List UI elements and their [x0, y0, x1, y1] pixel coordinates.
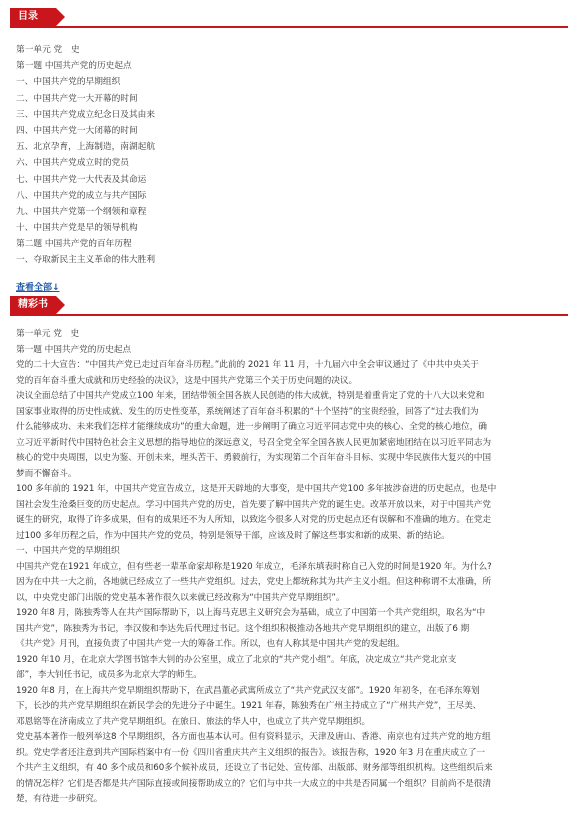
toc-item: 九、中国共产党第一个纲领和章程 — [16, 206, 147, 217]
excerpt-line: 国社会发生沧桑巨变的历史起点。学习中国共产党的历史，首先要了解中国共产党的诞生史。改革开放以来，对于中国共产党 — [16, 499, 492, 510]
toc-section-header — [10, 8, 568, 28]
excerpt-line: 100 多年前的 1921 年，中国共产党宣告成立，这是开天辟地的大事变，是中国共产党100 多年披涉奋进的历史起点，也是中 — [16, 484, 497, 494]
excerpt-header-tab: 精彩书摘 — [10, 296, 56, 314]
excerpt-line: 核心的党中央周围，以史为鉴、开创未来，埋头苦干、勇毅前行，为实现第二个百年奋斗目标、实现中华民族伟大复兴的中国 — [16, 453, 492, 463]
toc-item: 一、中国共产党的早期组织 — [16, 77, 121, 88]
excerpt-line: 邓恩铭等在济南成立了共产党早期组织。在旅日、旅法的华人中，也成立了共产党早期组织。 — [16, 716, 371, 727]
toc-item: 六、中国共产党成立时的党员 — [16, 158, 129, 169]
excerpt-line: 一、中国共产党的早期组织 — [16, 546, 120, 556]
excerpt-line: 织。党史学者还注意到共产国际档案中有一份《四川省重庆共产主义组织的报告》。该报告称，1920 年3 月在重庆成立了一 — [16, 747, 485, 758]
excerpt-line: 党的二十大宣告：“中国共产党已走过百年奋斗历程。”此前的 2021 年 11 月，十九届六中全会审议通过了《中共中央关于 — [16, 360, 479, 370]
view-all-link[interactable]: 查看全部↓ — [16, 283, 60, 293]
toc-item: 五、北京孕育，上海制造，南湖起航 — [16, 142, 155, 153]
excerpt-line: 党史基本著作一般列举这8 个早期组织，各方面也基本认可。但有资料显示，天津及唐山、香港、南京也有过共产党的地方组 — [16, 732, 491, 742]
excerpt-line: 个共产主义组织，有 40 多个成员和60多个候补成员，还设立了书记处、宣传部、出版部、财务部等组织机构。这些组织后来 — [16, 763, 493, 773]
toc-item: 第一单元 党 史 — [16, 45, 80, 55]
toc-item: 三、中国共产党成立纪念日及其由来 — [16, 109, 155, 120]
excerpt-line: 国家事业取得的历史性成就、发生的历史性变革，系统阐述了百年奋斗积累的“十个坚持”的宝贵经验，回答了“过去我们为 — [16, 406, 479, 417]
toc-item: 八、中国共产党的成立与共产国际 — [16, 190, 147, 201]
excerpt-line: 第一单元 党 史 — [16, 329, 80, 339]
book-excerpt — [16, 327, 562, 808]
excerpt-line: 决议全面总结了中国共产党成立100 年来，团结带领全国各族人民创造的伟大成就，特别是着重肯定了党的十八大以来党和 — [16, 391, 485, 401]
excerpt-line: 部”，李大钊任书记，成员多为北京大学的师生。 — [16, 670, 202, 680]
excerpt-section-header — [10, 296, 568, 328]
excerpt-line: 党的百年奋斗重大成就和历史经验的决议》，这是中国共产党第三个关于历史问题的决议。 — [16, 375, 358, 386]
toc-header-tab: 目录 — [10, 8, 56, 26]
excerpt-line: 第一题 中国共产党的历史起点 — [16, 344, 131, 355]
toc-item: 一、夺取新民主主义革命的伟大胜利 — [16, 255, 155, 266]
excerpt-line: 的情况怎样？它们是否都是共产国际直接或间接帮助成立的？它们与中共一大成立的中共是否同属一个组织？目前尚不是很清 — [16, 778, 492, 789]
excerpt-line: 1920 年8 月，陈独秀等人在共产国际帮助下，以上海马克思主义研究会为基础，成立了中国第一个共产党组织，取名为“中 — [16, 608, 486, 618]
excerpt-line: 因为在中共一大之前，各地就已经成立了一些共产党组织。过去，党史上都统称其为共产主义小组。但这种称谓不太准确，所 — [16, 577, 492, 587]
toc-item: 第一题 中国共产党的历史起点 — [16, 61, 132, 72]
excerpt-line: 《共产党》月刊，直接负责了中国共产党一大的筹备工作。所以，也有人称其是中国共产党的发起组。 — [16, 639, 405, 649]
excerpt-line: 1920 年8 月，在上海共产党早期组织帮助下，在武昌董必武寓所成立了“共产党武汉支部”。1920 年初冬，在毛泽东筹划 — [16, 685, 480, 696]
excerpt-line: 什么能够成功、未来我们怎样才能继续成功”的重大命题，进一步阐明了确立习近平同志党中央的核心、全党的核心地位，确 — [16, 422, 487, 432]
excerpt-line: 以，中央党史部门出版的党史基本著作很久以来就已经改称为“中国共产党早期组织”。 — [16, 592, 345, 603]
excerpt-line: 楚，有待进一步研究。 — [16, 794, 103, 804]
toc-item: 第二题 中国共产党的百年历程 — [16, 239, 132, 250]
table-of-contents — [16, 42, 556, 269]
excerpt-line: 立习近平新时代中国特色社会主义思想的指导地位的深远意义，号召全党全军全国各族人民更加紧密地团结在以习近平同志为 — [16, 437, 492, 448]
toc-item: 二、中国共产党一大开幕的时间 — [16, 93, 138, 104]
excerpt-line: 中国共产党在1921 年成立，但有些老一辈革命家却称是1920 年成立，毛泽东填表时称自己入党的时间是1920 年。为什么? — [16, 561, 492, 572]
toc-item: 七、中国共产党一大代表及其命运 — [16, 174, 147, 185]
excerpt-line: 诞生的研究，取得了许多成果，但有的成果还不为人所知，以致迄今很多人对党的历史起点还有误解和不准确的地方。在党走 — [16, 515, 492, 525]
excerpt-line: 过100 多年历程之后，作为中国共产党的党员，特别是领导干部，应该及时了解这些事实和新的成果、新的结论。 — [16, 530, 450, 541]
excerpt-line: 梦而不懈奋斗。 — [16, 468, 77, 479]
excerpt-line: 下，长沙的共产党早期组织在新民学会的先进分子中诞生。1921 年春，陈独秀在广州主持成立了“广州共产党”，王尽美、 — [16, 701, 482, 711]
excerpt-line: 1920 年10 月，在北京大学图书馆李大钊的办公室里，成立了北京的“共产党小组”。年底，决定成立“共产党北京支 — [16, 654, 457, 665]
toc-item: 十、中国共产党是早的领导机构 — [16, 223, 138, 234]
toc-item: 四、中国共产党一大闭幕的时间 — [16, 125, 138, 136]
excerpt-line: 国共产党”，陈独秀为书记，李汉俊和李达先后代理过书记。这个组织积极推动各地共产党早期组织的建立，出版了6 期 — [16, 623, 470, 634]
